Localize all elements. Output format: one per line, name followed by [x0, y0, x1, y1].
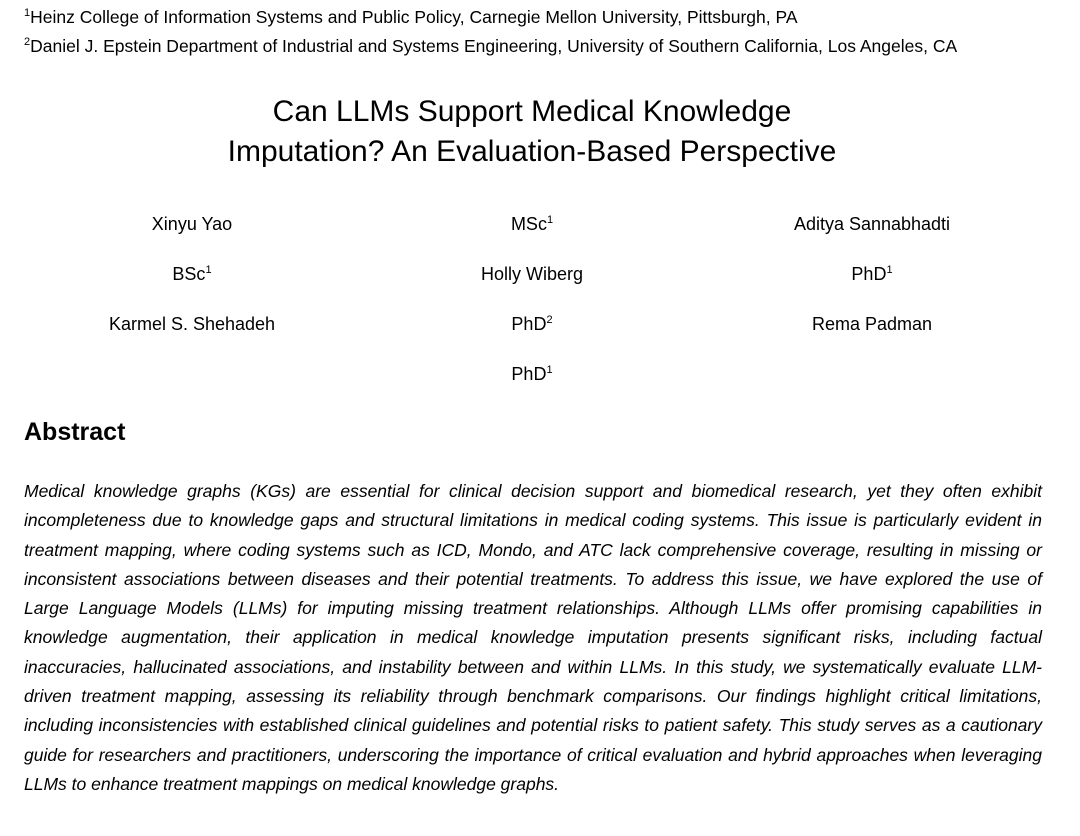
author-cell: PhD$^2$ — [511, 314, 553, 334]
author-cell: PhD$^1$ — [851, 264, 893, 284]
affiliation-2-text: Daniel J. Epstein Department of Industrial and Systems Engineering, University of Southern California, Los Angeles, CA — [30, 36, 958, 56]
abstract-heading: Abstract — [24, 418, 126, 446]
abstract-body: Medical knowledge graphs (KGs) are essential for clinical decision support and biomedical research, yet they often exhibit incompleteness due to knowledge gaps and structural limitations in medical coding systems. This issue is particularly evident in treatment mapping, where coding systems such as ICD, Mondo, and ATC lack comprehensive coverage, resulting in missing or inconsistent associations between diseases and their potential treatments. To address this issue, we have explored the use of Large Language Models (LLMs) for imputing missing treatment relationships. Although LLMs offer promising capabilities in knowledge augmentation, their application in medical knowledge imputation presents significant risks, including factual inaccuracies, hallucinated associations, and instability between and within LLMs. In this study, we systematically evaluate LLM-driven treatment mapping, assessing its reliability through benchmark comparisons. Our findings highlight critical limitations, including inconsistencies with established clinical guidelines and potential risks to patient safety. This study serves as a cautionary guide for researchers and practitioners, underscoring the importance of critical evaluation and hybrid approaches when leveraging LLMs to enhance treatment mappings on medical knowledge graphs. — [24, 481, 1042, 794]
author-grid — [0, 212, 1064, 412]
author-cell — [680, 362, 1064, 412]
author-cell: BSc$^1$ — [172, 264, 212, 284]
author-cell: Xinyu Yao — [151, 214, 233, 234]
author-cell: PhD$^1$ — [511, 364, 553, 384]
paper-title-line-2: Imputation? An Evaluation-Based Perspective — [227, 135, 837, 168]
affiliation-1-mark: 1 — [24, 7, 31, 19]
affiliation-2 — [24, 35, 957, 57]
author-cell: Aditya Sannabhadti — [793, 214, 951, 234]
author-cell: Rema Padman — [811, 314, 933, 334]
affiliation-1-text: Heinz College of Information Systems and Public Policy, Carnegie Mellon University, Pittsburgh, PA — [30, 7, 798, 27]
author-cell: MSc$^1$ — [510, 214, 554, 234]
affiliation-1 — [24, 6, 798, 28]
paper-title — [0, 92, 1064, 172]
affiliation-2-mark: 2 — [24, 36, 31, 48]
paper-title-line-1: Can LLMs Support Medical Knowledge — [272, 95, 792, 128]
author-cell: Karmel S. Shehadeh — [108, 314, 276, 334]
author-cell: Holly Wiberg — [480, 264, 584, 284]
author-cell — [0, 362, 384, 412]
